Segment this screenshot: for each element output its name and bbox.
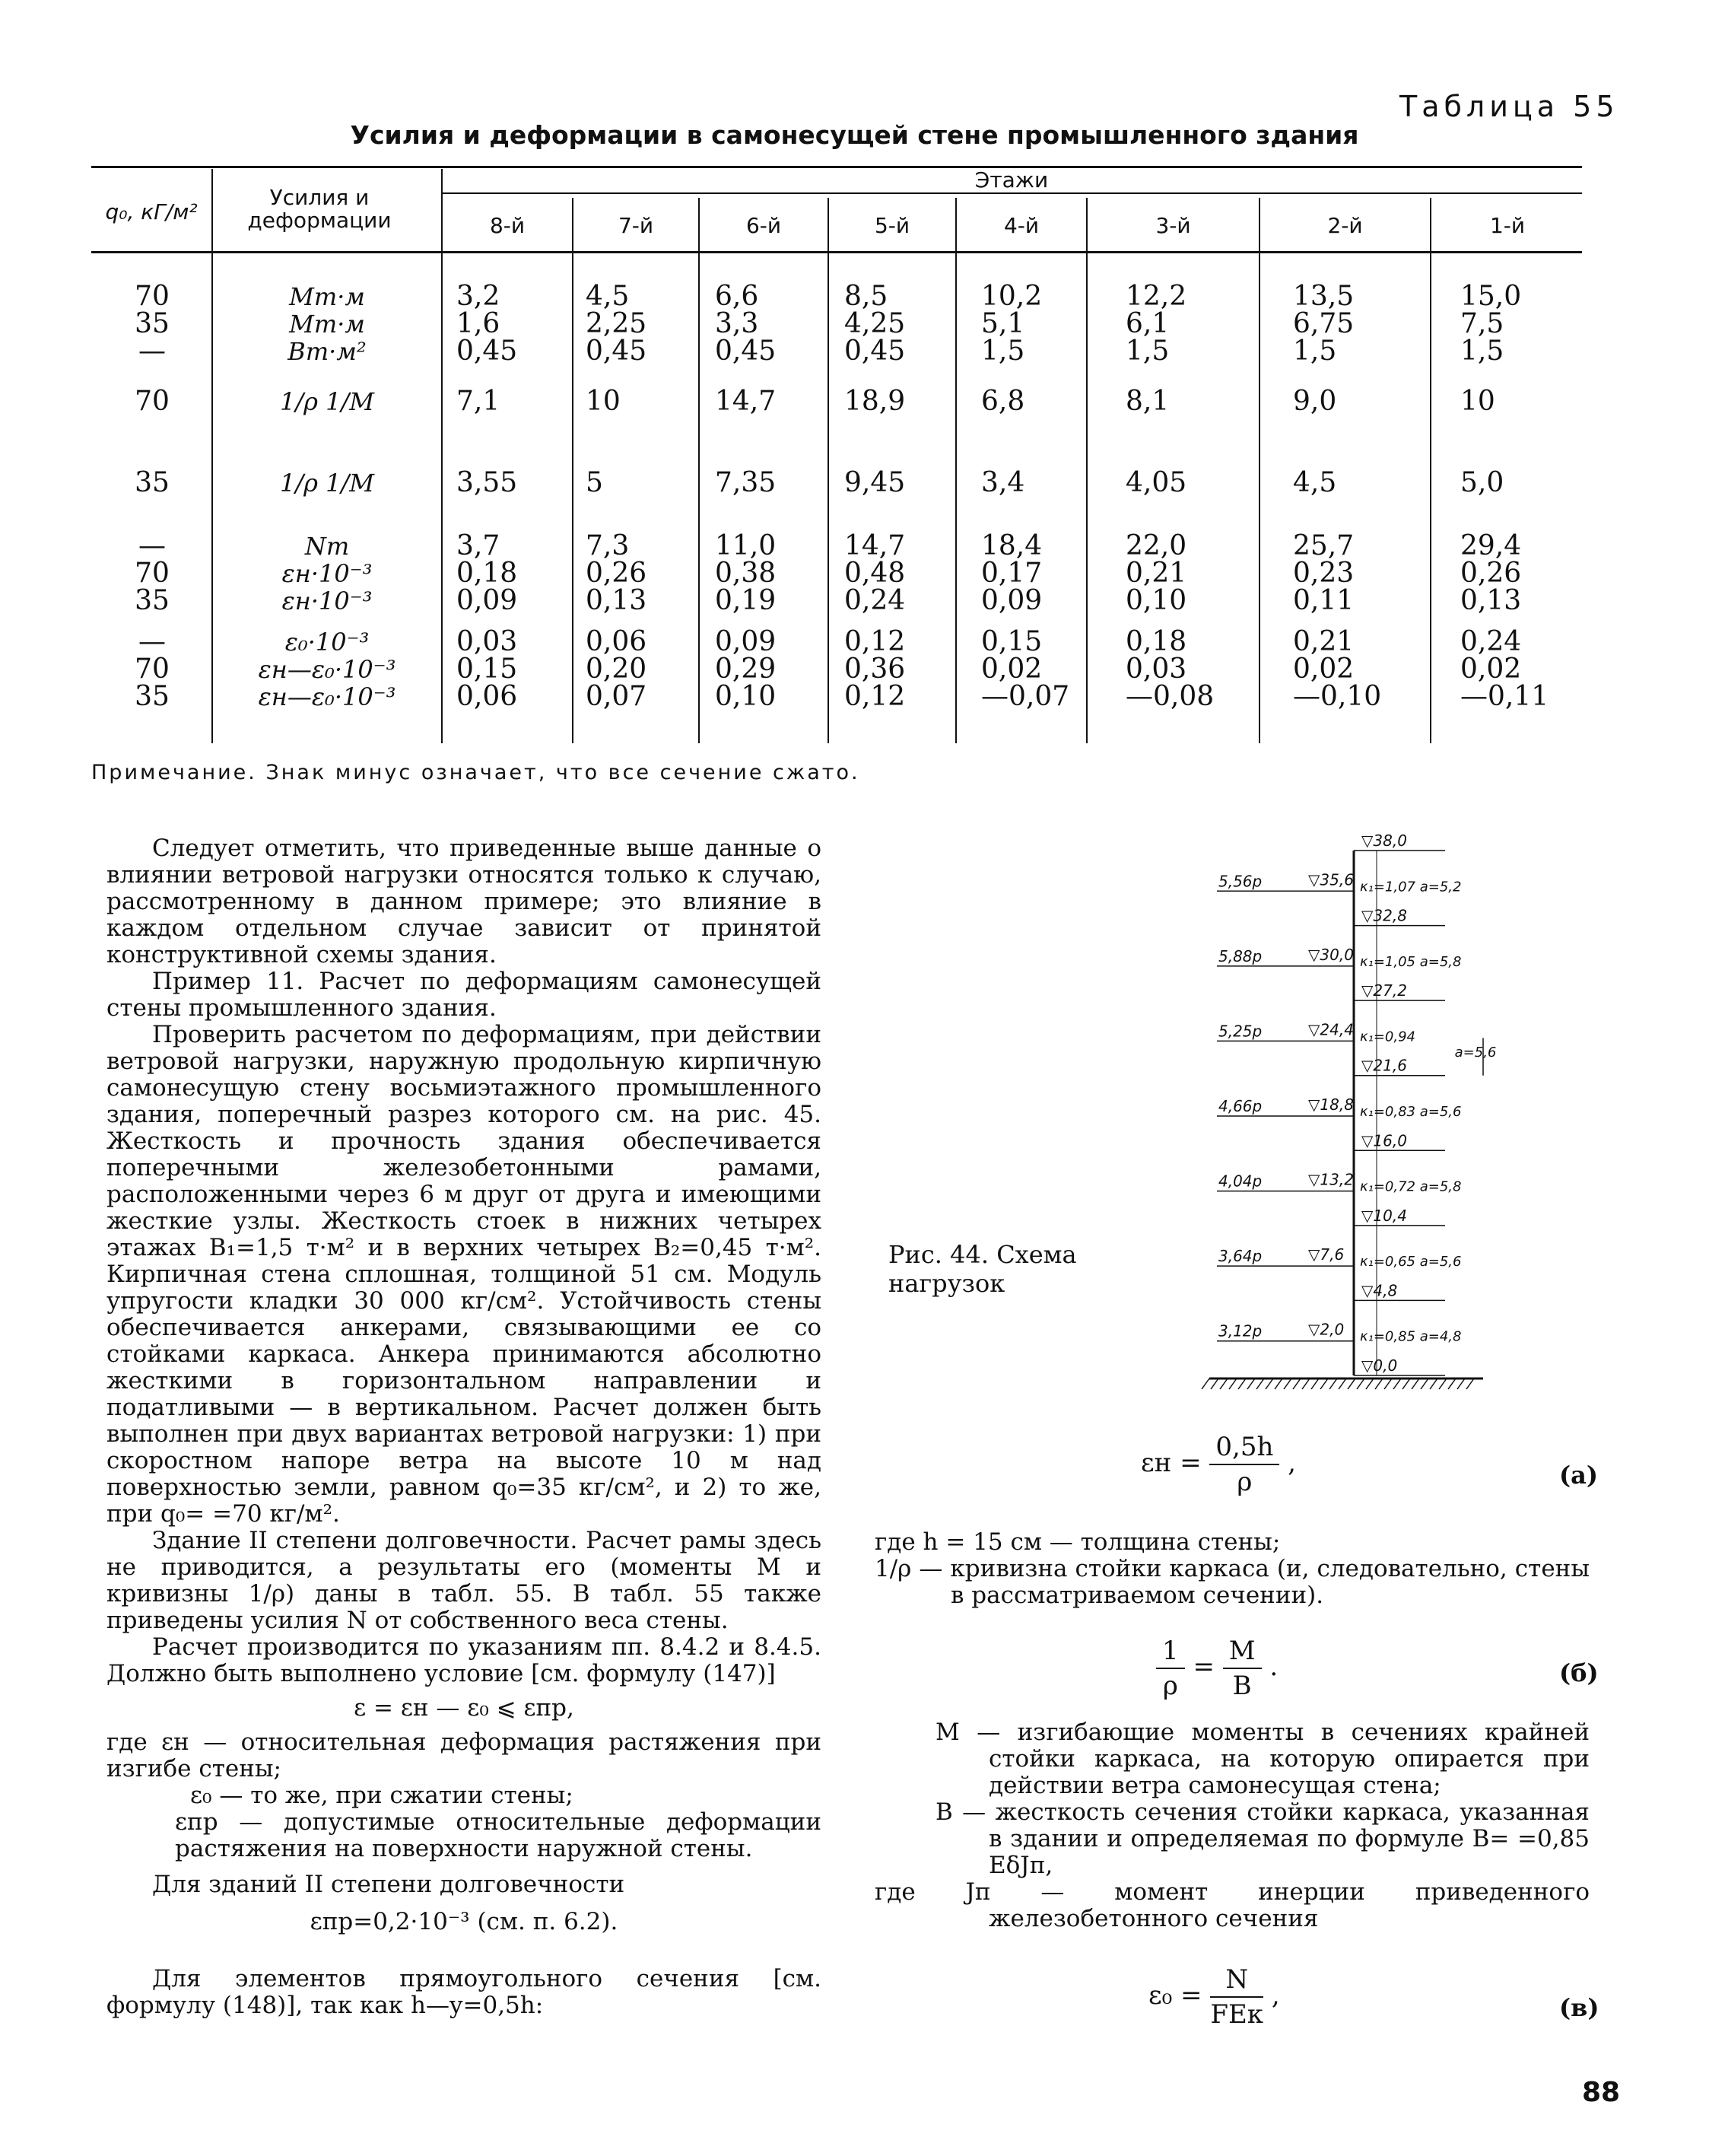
table-cell: 6,6 — [715, 281, 759, 312]
paragraph-example: Пример 11. Расчет по деформациям самонесущей стены промышленного здания. — [106, 968, 821, 1022]
table-cell: 9,45 — [844, 467, 906, 498]
stiffness-coeff: κ₁=1,05 a=5,8 — [1360, 953, 1462, 970]
def-B: B — жесткость сечения стойки каркаса, указанная в здании и определяемая по формуле B= =0,85 EδJп, — [936, 1798, 1590, 1879]
floors-group-rule — [441, 192, 1582, 194]
definition-eps-n: где εн — относительная деформация растяжения при изгибе стены; — [106, 1728, 821, 1782]
stiffness-coeff: κ₁=0,94 — [1360, 1029, 1415, 1045]
row-label: Вт·м² — [287, 337, 367, 366]
table-col-sep-9 — [1430, 198, 1431, 743]
table-cell: 0,20 — [586, 653, 647, 685]
formula-a: εн = $\frac{0,5h}{\rho}$ , — [1141, 1432, 1296, 1497]
level-mark: ▽30,0 — [1308, 945, 1354, 964]
table-cell: 2,25 — [586, 308, 647, 339]
formula-b-tag: (б) — [1559, 1658, 1599, 1687]
table-cell: 0,48 — [844, 558, 906, 589]
def-M: M — изгибающие моменты в сечениях крайней стойки каркаса, на которую опирается при действии ветра самонесущая стена; — [936, 1719, 1590, 1799]
load-value: 5,88p — [1218, 946, 1263, 965]
table-cell: 0,26 — [586, 558, 647, 589]
table-cell: 0,03 — [456, 626, 518, 657]
table-cell: —0,10 — [1293, 681, 1382, 712]
table-cell: 9,0 — [1293, 386, 1337, 417]
side-dimension-label: a=5,6 — [1454, 1045, 1497, 1061]
left-column — [106, 835, 821, 2019]
table-cell: 0,17 — [981, 558, 1043, 589]
stiffness-coeff: κ₁=1,07 a=5,2 — [1360, 879, 1462, 895]
table-cell: 0,19 — [715, 585, 777, 616]
table-cell: 6,8 — [981, 386, 1025, 417]
table-cell: 13,5 — [1293, 281, 1355, 312]
table-cell: 1,5 — [1293, 335, 1337, 367]
table-cell: 0,06 — [456, 681, 518, 712]
row-label: Мт·м — [289, 310, 365, 339]
table-cell: 0,18 — [456, 558, 518, 589]
table-col-sep-3 — [572, 198, 573, 743]
row-label: Мт·м — [289, 282, 365, 311]
ground-hatch — [1229, 1379, 1237, 1389]
table-cell: 0,09 — [715, 626, 777, 657]
formula-b-num1: 1 — [1156, 1634, 1185, 1669]
definition-eps-0: ε₀ — то же, при сжатии стены; — [190, 1782, 573, 1809]
table-cell: 0,10 — [1126, 585, 1187, 616]
formula-b-den1: ρ — [1162, 1671, 1178, 1701]
ground-hatch — [1448, 1379, 1456, 1389]
ground-hatch — [1247, 1379, 1255, 1389]
formula-147: ε = εн — ε₀ ⩽ εпр, — [354, 1694, 574, 1722]
ground-hatch — [1302, 1379, 1310, 1389]
table-cell: 0,38 — [715, 558, 777, 589]
table-cell: 5 — [586, 467, 603, 498]
table-cell: 0,09 — [981, 585, 1043, 616]
table-cell: 3,55 — [456, 467, 518, 498]
table-cell: 4,5 — [586, 281, 630, 312]
table-cell: 3,7 — [456, 530, 500, 561]
level-mark: ▽2,0 — [1308, 1320, 1345, 1339]
table-cell: 7,5 — [1460, 308, 1504, 339]
row-label: ε₀·10⁻³ — [284, 628, 370, 657]
formula-c-tag: (в) — [1559, 1993, 1599, 2022]
stiffness-coeff: κ₁=0,85 a=4,8 — [1360, 1328, 1462, 1345]
level-mark: ▽32,8 — [1361, 906, 1407, 925]
ground-hatch — [1311, 1379, 1319, 1389]
stiffness-coeff: κ₁=0,65 a=5,6 — [1360, 1254, 1462, 1270]
table-cell: 0,45 — [456, 335, 518, 367]
table-cell: 11,0 — [715, 530, 777, 561]
right-column-1 — [875, 1529, 1590, 1609]
def-curvature: 1/ρ — кривизна стойки каркаса (и, следовательно, стены в рассматриваемом сечении). — [875, 1555, 1590, 1609]
stiffness-coeff: κ₁=0,83 a=5,6 — [1360, 1104, 1462, 1120]
formula-c-den: FEк — [1210, 1999, 1264, 2030]
table-cell: 0,24 — [1460, 626, 1522, 657]
paragraph-4: Здание II степени долговечности. Расчет рамы здесь не приводится, а результаты его (моменты M и кривизны 1/ρ) даны в табл. 55. В табл. 55 также приведены усилия N от собственного веса стены. — [106, 1527, 821, 1634]
table-cell: —0,07 — [981, 681, 1070, 712]
floor-header-4: 4-й — [1003, 213, 1040, 238]
ground-hatch — [1412, 1379, 1419, 1389]
load-value: 4,66p — [1218, 1097, 1263, 1115]
table-cell: 4,5 — [1293, 467, 1337, 498]
table-cell: 0,02 — [1293, 653, 1355, 685]
paragraph-6: Для зданий II степени долговечности — [152, 1871, 625, 1898]
table-cell: 10 — [586, 386, 621, 417]
table-cell: 22,0 — [1126, 530, 1187, 561]
row-label: 1/ρ 1/M — [279, 387, 375, 416]
definition-eps-pr: εпр — допустимые относительные деформации растяжения на поверхности наружной стены. — [175, 1808, 821, 1862]
table-cell: 0,45 — [715, 335, 777, 367]
row-q0: — — [138, 626, 166, 657]
table-cell: 7,1 — [456, 386, 500, 417]
floor-header-6: 6-й — [745, 213, 782, 238]
row-q0: 70 — [135, 281, 170, 312]
table-cell: 14,7 — [715, 386, 777, 417]
ground-hatch — [1375, 1379, 1383, 1389]
level-mark: ▽13,2 — [1308, 1170, 1354, 1189]
row-q0: — — [138, 335, 166, 367]
table-cell: 15,0 — [1460, 281, 1522, 312]
table-cell: 0,10 — [715, 681, 777, 712]
level-mark: ▽21,6 — [1361, 1056, 1407, 1075]
table-cell: 4,05 — [1126, 467, 1187, 498]
ground-hatch — [1275, 1379, 1282, 1389]
table-cell: 12,2 — [1126, 281, 1187, 312]
table-cell: 8,1 — [1126, 386, 1170, 417]
table-cell: 0,45 — [844, 335, 906, 367]
ground-hatch — [1238, 1379, 1246, 1389]
floor-header-7: 7-й — [618, 213, 654, 238]
ground-hatch — [1284, 1379, 1291, 1389]
table-cell: 1,5 — [981, 335, 1025, 367]
level-mark: ▽0,0 — [1361, 1356, 1398, 1375]
header-q0: q₀, кГ/м² — [105, 199, 198, 224]
paragraph-3: Проверить расчетом по деформациям, при действии ветровой нагрузки, наружную продольную кирпичную самонесущую стену восьмиэтажного промышленного здания, поперечный разрез которого см. на рис. 45. Жесткость и прочность здания обеспечивается поперечными железобетонными рамами, расположенными через 6 м друг от друга и имеющими жесткие узлы. Жесткость стоек в нижних четырех этажах B₁=1,5 т·м² и в верхних четырех B₂=0,45 т·м². Кирпичная стена сплошная, толщиной 51 см. Модуль упругости кладки 30 000 кг/см². Устойчивость стены обеспечивается анкерами, связывающими ее со стойками каркаса. Анкера принимаются абсолютно жесткими в горизонтальном направлении и податливыми — в вертикальном. Расчет должен быть выполнен при двух вариантах ветровой нагрузки: 1) при скоростном напоре ветра на высоте 10 м над поверхностью земли, равном q₀=35 кг/см², и 2) то же, при q₀= =70 кг/м². — [106, 1021, 821, 1528]
ground-hatch — [1430, 1379, 1437, 1389]
table-cell: 0,24 — [844, 585, 906, 616]
table-cell: 0,03 — [1126, 653, 1187, 685]
table-cell: 0,15 — [456, 653, 518, 685]
table-cell: 6,75 — [1293, 308, 1355, 339]
table-cell: 1,5 — [1126, 335, 1170, 367]
formula-a-tag: (а) — [1559, 1461, 1599, 1490]
ground-hatch — [1320, 1379, 1328, 1389]
level-mark: ▽24,4 — [1308, 1020, 1354, 1039]
table-cell: 0,02 — [1460, 653, 1522, 685]
table-col-sep-6 — [955, 198, 957, 743]
table-cell: 0,36 — [844, 653, 906, 685]
row-q0: 70 — [135, 558, 170, 589]
table-col-sep-7 — [1086, 198, 1088, 743]
table-cell: 0,18 — [1126, 626, 1187, 657]
table-cell: 0,06 — [586, 626, 647, 657]
formula-c-lhs: ε₀ = — [1148, 1980, 1202, 2011]
ground-hatch — [1348, 1379, 1355, 1389]
load-value: 3,64p — [1218, 1247, 1263, 1266]
formula-b-right — [1223, 1634, 1262, 1703]
table-number: Таблица 55 — [1399, 90, 1619, 123]
table-cell: 5,0 — [1460, 467, 1504, 498]
row-label: Nт — [304, 532, 350, 561]
ground-hatch — [1211, 1379, 1218, 1389]
table-col-sep-5 — [827, 198, 829, 743]
row-q0: 35 — [135, 681, 170, 712]
table-cell: 0,12 — [844, 681, 906, 712]
table-cell: 7,35 — [715, 467, 777, 498]
ground-hatch — [1202, 1379, 1209, 1389]
floor-header-1: 1-й — [1489, 213, 1526, 238]
ground-hatch — [1220, 1379, 1228, 1389]
table-cell: 0,13 — [1460, 585, 1522, 616]
table-cell: 7,3 — [586, 530, 630, 561]
formula-a-den: ρ — [1237, 1467, 1253, 1497]
def-Jn: где Jп — момент инерции приведенного железобетонного сечения — [875, 1878, 1590, 1932]
table-cell: 0,09 — [456, 585, 518, 616]
table-cell: 3,4 — [981, 467, 1025, 498]
row-label: 1/ρ 1/M — [279, 469, 375, 498]
table-cell: 18,4 — [981, 530, 1043, 561]
paragraph-1: Следует отметить, что приведенные выше данные о влиянии ветровой нагрузки относятся только к случаю, рассмотренному в данном примере; это влияние в каждом отдельном случае зависит от принятой конструктивной схемы здания. — [106, 835, 821, 968]
stiffness-coeff: κ₁=0,72 a=5,8 — [1360, 1178, 1462, 1195]
ground-hatch — [1329, 1379, 1337, 1389]
load-value: 5,25p — [1218, 1022, 1263, 1041]
table-cell: —0,08 — [1126, 681, 1215, 712]
table-col-sep-8 — [1259, 198, 1260, 743]
formula-b-den2: B — [1232, 1671, 1252, 1701]
load-scheme-figure — [1209, 832, 1498, 1406]
level-mark: ▽10,4 — [1361, 1206, 1407, 1225]
floor-header-5: 5-й — [874, 213, 910, 238]
ground-hatch — [1421, 1379, 1428, 1389]
floor-header-2: 2-й — [1327, 213, 1363, 238]
table-cell: 18,9 — [844, 386, 906, 417]
table-cell: 3,2 — [456, 281, 500, 312]
floor-header-8: 8-й — [489, 213, 526, 238]
row-q0: 70 — [135, 653, 170, 685]
ground-hatch — [1384, 1379, 1392, 1389]
ground-hatch — [1256, 1379, 1264, 1389]
row-q0: 35 — [135, 467, 170, 498]
table-cell: 1,5 — [1460, 335, 1504, 367]
table-cell: 0,29 — [715, 653, 777, 685]
table-cell: 0,15 — [981, 626, 1043, 657]
ground-hatch — [1366, 1379, 1374, 1389]
table-cell: 8,5 — [844, 281, 888, 312]
formula-b-left — [1156, 1634, 1185, 1703]
formula-b-num2: M — [1223, 1634, 1262, 1669]
ground-hatch — [1439, 1379, 1447, 1389]
ground-hatch — [1339, 1379, 1346, 1389]
ground-hatch — [1457, 1379, 1465, 1389]
table-cell: 25,7 — [1293, 530, 1355, 561]
row-label: εн·10⁻³ — [281, 559, 373, 588]
ground-hatch — [1266, 1379, 1273, 1389]
row-q0: 70 — [135, 386, 170, 417]
header-floors-group: Этажи — [974, 167, 1049, 192]
table-cell: 10,2 — [981, 281, 1043, 312]
row-label: εн—ε₀·10⁻³ — [258, 655, 396, 684]
table-col-sep-2 — [441, 169, 443, 743]
row-q0: 35 — [135, 308, 170, 339]
row-label: εн·10⁻³ — [281, 587, 373, 615]
level-mark: ▽4,8 — [1361, 1281, 1398, 1300]
ground-hatch — [1466, 1379, 1474, 1389]
row-label: εн—ε₀·10⁻³ — [258, 682, 396, 711]
ground-hatch — [1357, 1379, 1364, 1389]
table-cell: 0,45 — [586, 335, 647, 367]
ground-hatch — [1293, 1379, 1301, 1389]
table-cell: 0,23 — [1293, 558, 1355, 589]
formula-b: $\frac{1}{\rho}$ = $\frac{M}{B}$ . — [1156, 1634, 1278, 1703]
table-cell: 0,02 — [981, 653, 1043, 685]
level-mark: ▽16,0 — [1361, 1131, 1407, 1150]
table-cell: 0,13 — [586, 585, 647, 616]
row-q0: — — [138, 530, 166, 561]
level-mark: ▽27,2 — [1361, 981, 1407, 1000]
table-cell: 0,21 — [1293, 626, 1355, 657]
table-cell: 0,21 — [1126, 558, 1187, 589]
table-note: Примечание. Знак минус означает, что все сечение сжато. — [91, 761, 860, 784]
table-col-sep-4 — [698, 198, 700, 743]
right-column-2 — [875, 1719, 1590, 1932]
table-title: Усилия и деформации в самонесущей стене промышленного здания — [350, 120, 1359, 150]
formula-a-fraction — [1209, 1430, 1279, 1499]
table-cell: 0,07 — [586, 681, 647, 712]
table-cell: 1,6 — [456, 308, 500, 339]
formula-c: ε₀ = $\frac{N}{\text{FEк}}$ , — [1148, 1964, 1280, 2030]
figure-caption: Рис. 44. Схема нагрузок — [888, 1240, 1077, 1298]
table-cell: 3,3 — [715, 308, 759, 339]
table-cell: 6,1 — [1126, 308, 1170, 339]
table-cell: 29,4 — [1460, 530, 1522, 561]
load-value: 4,04p — [1218, 1172, 1263, 1191]
ground-hatch — [1393, 1379, 1401, 1389]
table-cell: 0,26 — [1460, 558, 1522, 589]
def-h: где h = 15 см — толщина стены; — [875, 1528, 1281, 1556]
header-forces: Усилия и деформации — [247, 185, 392, 233]
paragraph-7: Для элементов прямоугольного сечения [см. формулу (148)], так как h—y=0,5h: — [106, 1965, 821, 2019]
formula-c-fraction — [1210, 1963, 1263, 2031]
table-cell: 10 — [1460, 386, 1495, 417]
row-q0: 35 — [135, 585, 170, 616]
table-cell: —0,11 — [1460, 681, 1549, 712]
table-cell: 0,11 — [1293, 585, 1355, 616]
table-col-sep-1 — [211, 169, 213, 743]
level-mark: ▽7,6 — [1308, 1245, 1345, 1264]
formula-a-lhs: εн = — [1141, 1448, 1202, 1478]
load-value: 3,12p — [1218, 1321, 1263, 1340]
paragraph-5: Расчет производится по указаниям пп. 8.4.2 и 8.4.5. Должно быть выполнено условие [см. формулу (147)] — [106, 1633, 821, 1687]
table-cell: 5,1 — [981, 308, 1025, 339]
level-mark: ▽35,6 — [1308, 870, 1354, 889]
formula-eps-pr: εпр=0,2·10⁻³ (см. п. 6.2). — [310, 1908, 618, 1935]
formula-c-num: N — [1210, 1963, 1263, 1998]
level-mark: ▽38,0 — [1361, 832, 1407, 850]
load-value: 5,56p — [1218, 872, 1263, 891]
header-bottom-rule — [91, 251, 1582, 253]
floor-header-3: 3-й — [1155, 213, 1191, 238]
table-cell: 0,12 — [844, 626, 906, 657]
table-cell: 14,7 — [844, 530, 906, 561]
ground-hatch — [1402, 1379, 1410, 1389]
page-number: 88 — [1582, 2077, 1621, 2108]
table-cell: 4,25 — [844, 308, 906, 339]
level-mark: ▽18,8 — [1308, 1095, 1354, 1114]
formula-a-num: 0,5h — [1209, 1430, 1279, 1465]
table-top-rule — [91, 166, 1582, 168]
